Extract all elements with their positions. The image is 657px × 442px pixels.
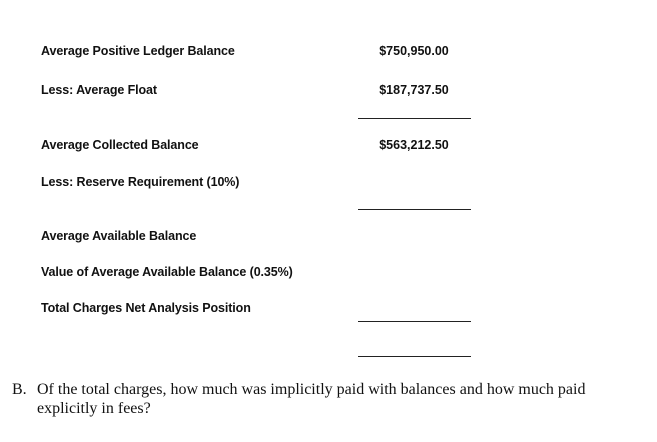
row-label-total-charges-net-analysis-position: Total Charges Net Analysis Position — [41, 301, 251, 315]
row-label-average-positive-ledger-balance: Average Positive Ledger Balance — [41, 44, 235, 58]
row-label-average-available-balance: Average Available Balance — [41, 229, 197, 243]
row-label-average-collected-balance: Average Collected Balance — [41, 138, 199, 152]
row-label-less-reserve-requirement: Less: Reserve Requirement (10%) — [41, 175, 240, 189]
row-value-average-positive-ledger-balance: $750,950.00 — [379, 44, 449, 58]
reserve-answer-rule — [358, 209, 471, 210]
row-value-less-average-float: $187,737.50 — [379, 83, 449, 97]
total-charges-answer-rule — [358, 321, 471, 322]
question-letter: B. — [12, 381, 27, 398]
row-value-average-collected-balance: $563,212.50 — [379, 138, 449, 152]
subtotal-rule — [358, 118, 471, 119]
row-label-less-average-float: Less: Average Float — [41, 83, 157, 97]
row-label-value-of-average-available-balance: Value of Average Available Balance (0.35%) — [41, 265, 293, 279]
net-position-answer-rule — [358, 356, 471, 357]
question-text: Of the total charges, how much was implicitly paid with balances and how much paid explicitly in fees? — [37, 381, 586, 417]
